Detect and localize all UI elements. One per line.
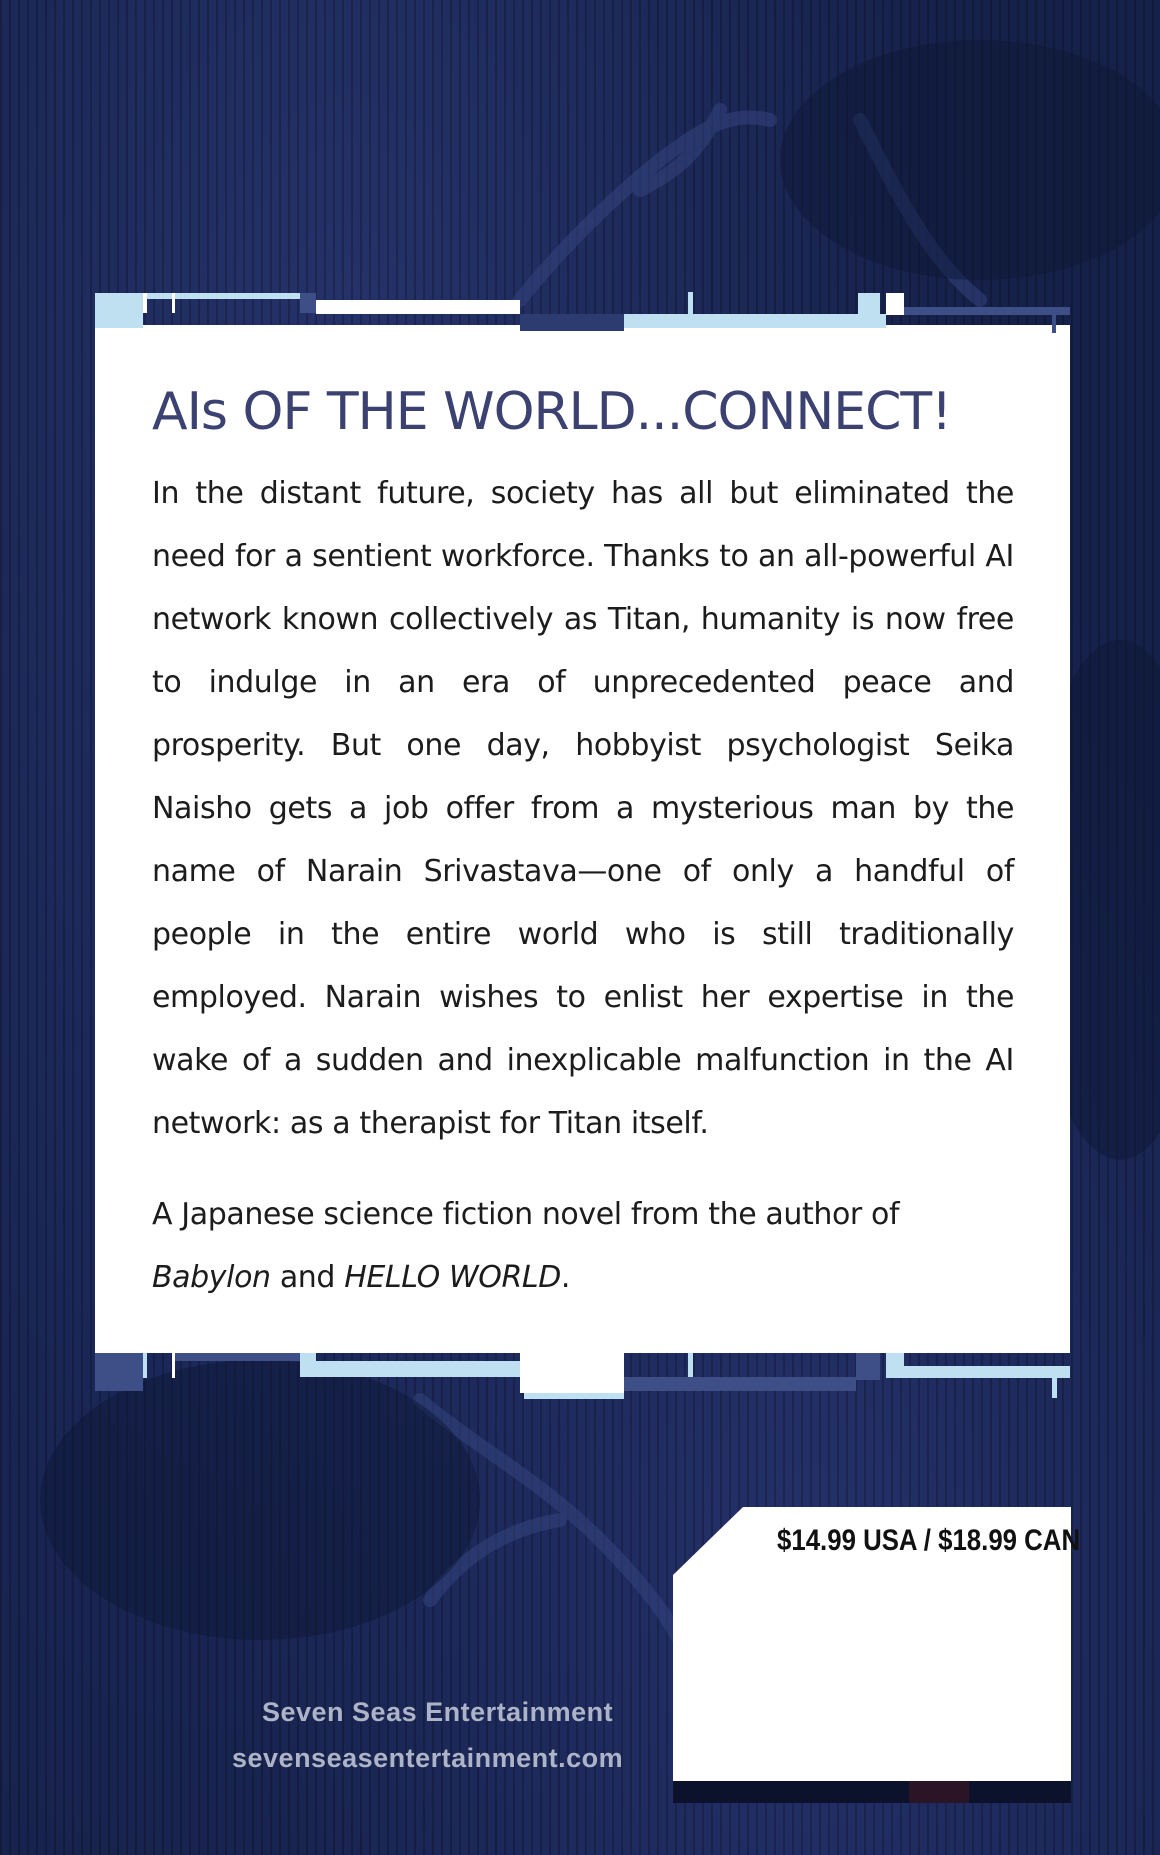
frame-bottom-tick <box>1052 1370 1057 1398</box>
frame-top-bar <box>624 314 886 328</box>
tagline-join: and <box>279 1260 336 1295</box>
blurb-tagline <box>152 1183 1014 1309</box>
price-box-base-shadow <box>673 1781 1071 1803</box>
frame-top-bar <box>316 300 520 314</box>
frame-bottom-tick <box>172 1353 175 1378</box>
frame-bottom-tick <box>886 1353 904 1378</box>
blurb-headline: AIs OF THE WORLD...CONNECT! <box>152 382 952 442</box>
frame-bottom-bar <box>175 1353 300 1361</box>
frame-top-tab <box>858 293 880 315</box>
frame-top-tick <box>688 292 693 314</box>
frame-bottom-bar <box>904 1366 1070 1378</box>
frame-top-bar <box>143 293 300 299</box>
frame-top-notch <box>300 293 316 313</box>
publisher-name: Seven Seas Entertainment <box>262 1697 614 1727</box>
frame-bottom-notch <box>520 1353 624 1393</box>
frame-top-notch <box>520 314 624 331</box>
frame-top-tick <box>886 293 904 315</box>
price-label: $14.99 USA / $18.99 CAN <box>777 1524 1081 1557</box>
book-title-babylon: Babylon <box>152 1260 271 1295</box>
frame-top-tick <box>1052 313 1056 333</box>
frame-bottom-bar <box>316 1361 520 1377</box>
frame-bottom-bar <box>624 1377 856 1391</box>
frame-bottom-notch <box>300 1353 316 1377</box>
frame-top-tick <box>143 293 147 313</box>
frame-bottom-tick <box>143 1353 147 1378</box>
frame-top-tick <box>172 293 175 313</box>
frame-bottom-tab <box>95 1353 143 1391</box>
frame-top-bar <box>904 307 1070 315</box>
tagline-end: . <box>560 1260 571 1295</box>
frame-bottom-tab <box>856 1353 880 1380</box>
book-title-hello-world: HELLO WORLD <box>344 1260 561 1295</box>
publisher-url[interactable]: sevenseasentertainment.com <box>232 1743 624 1773</box>
frame-bottom-bar <box>524 1393 624 1399</box>
tagline-text: A Japanese science fiction novel from the author of <box>152 1197 900 1232</box>
frame-bottom-tick <box>688 1353 693 1377</box>
blurb-synopsis: In the distant future, society has all but eliminated the need for a sentient workforce. Thanks to an all-powerful AI network known collectively as Titan, humanity is now free to indulge in an era of unprecedented peace and prosperity. But one day, hobbyist psychologist Seika Naisho gets a job offer from a mysterious man by the name of Narain Srivastava—one of only a handful of people in the entire world who is still traditionally employed. Narain wishes to enlist her expertise in the wake of a sudden and inexplicable malfunction in the AI network: as a therapist for Titan itself. <box>152 476 1014 1141</box>
frame-top-tab <box>95 293 143 328</box>
